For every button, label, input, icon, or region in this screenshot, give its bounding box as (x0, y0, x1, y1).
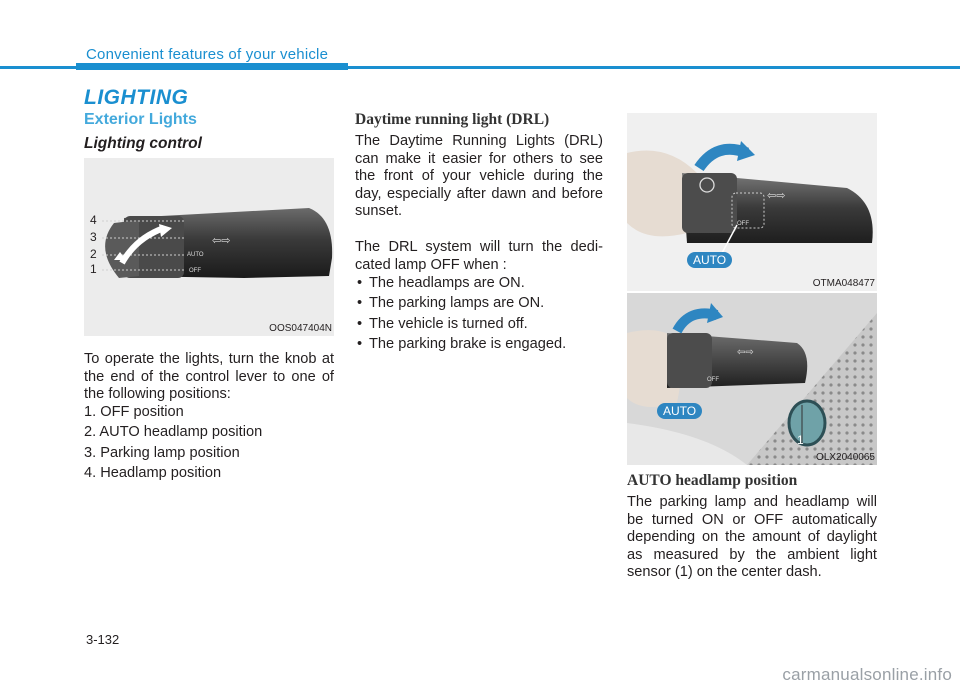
svg-text:⇦⇨: ⇦⇨ (737, 347, 754, 358)
list-item: 3. Parking lamp position (84, 444, 240, 461)
list-item: • The parking brake is engaged. (355, 334, 603, 354)
list-item: 1. OFF position (84, 404, 184, 420)
figure-number-2: 2 (90, 247, 97, 261)
list-item: 2. AUTO headlamp position (84, 424, 263, 441)
svg-text:OFF: OFF (737, 221, 749, 227)
drl-heading: Daytime running light (DRL) (355, 111, 550, 128)
auto-lever-figure (627, 113, 877, 291)
figure-caption: OTMA048477 (812, 278, 875, 289)
figure-number-3: 3 (90, 230, 97, 244)
auto-lever-illustration (627, 113, 877, 291)
page-title: LIGHTING (84, 86, 189, 109)
auto-headlamp-paragraph: The parking lamp and headlamp will be turned ON or OFF automatically depending on the amount of daylight as measured by the ambient light sensor (1) on the center dash. (627, 494, 877, 581)
sensor-number-label: 1 (797, 433, 804, 447)
svg-text:⇦⇨: ⇦⇨ (212, 235, 231, 247)
lighting-intro-paragraph: To operate the lights, turn the knob at the end of the control lever to one of the following positions: (84, 351, 334, 403)
drl-paragraph-2: The DRL system will turn the dedi-cated lamp OFF when : (355, 239, 603, 273)
list-item: 4. Headlamp position (84, 464, 222, 481)
section-header: Convenient features of your vehicle (86, 46, 329, 63)
figure-caption: OOS047404N (269, 323, 332, 334)
lighting-lever-illustration (84, 158, 334, 336)
lighting-control-heading: Lighting control (84, 135, 202, 152)
drl-paragraph-1: The Daytime Running Lights (DRL) can make it easier for others to see the front of your vehicle during the day, especially after dawn and before sunset. (355, 133, 603, 220)
svg-text:⇦⇨: ⇦⇨ (767, 190, 786, 202)
drl-bullet-list (355, 273, 603, 354)
figure-number-4: 4 (90, 213, 97, 227)
auto-label-pill: AUTO (657, 403, 702, 419)
sensor-illustration (627, 293, 877, 465)
auto-label-pill: AUTO (687, 252, 732, 268)
figure-caption: OLX2040065 (816, 452, 875, 463)
svg-text:OFF: OFF (707, 377, 719, 383)
page-number: 3-132 (86, 632, 120, 647)
watermark: carmanualsonline.info (782, 665, 952, 684)
auto-headlamp-heading: AUTO headlamp position (627, 472, 798, 489)
list-item: • The headlamps are ON. (355, 273, 603, 293)
svg-text:AUTO: AUTO (187, 252, 204, 258)
list-item: • The vehicle is turned off. (355, 314, 603, 334)
position-list (84, 402, 334, 483)
exterior-lights-heading: Exterior Lights (84, 111, 197, 128)
header-rule (0, 66, 960, 69)
figure-number-1: 1 (90, 262, 97, 276)
lighting-lever-figure (84, 158, 334, 336)
svg-text:OFF: OFF (189, 268, 201, 274)
sensor-figure (627, 293, 877, 465)
list-item: • The parking lamps are ON. (355, 293, 603, 313)
